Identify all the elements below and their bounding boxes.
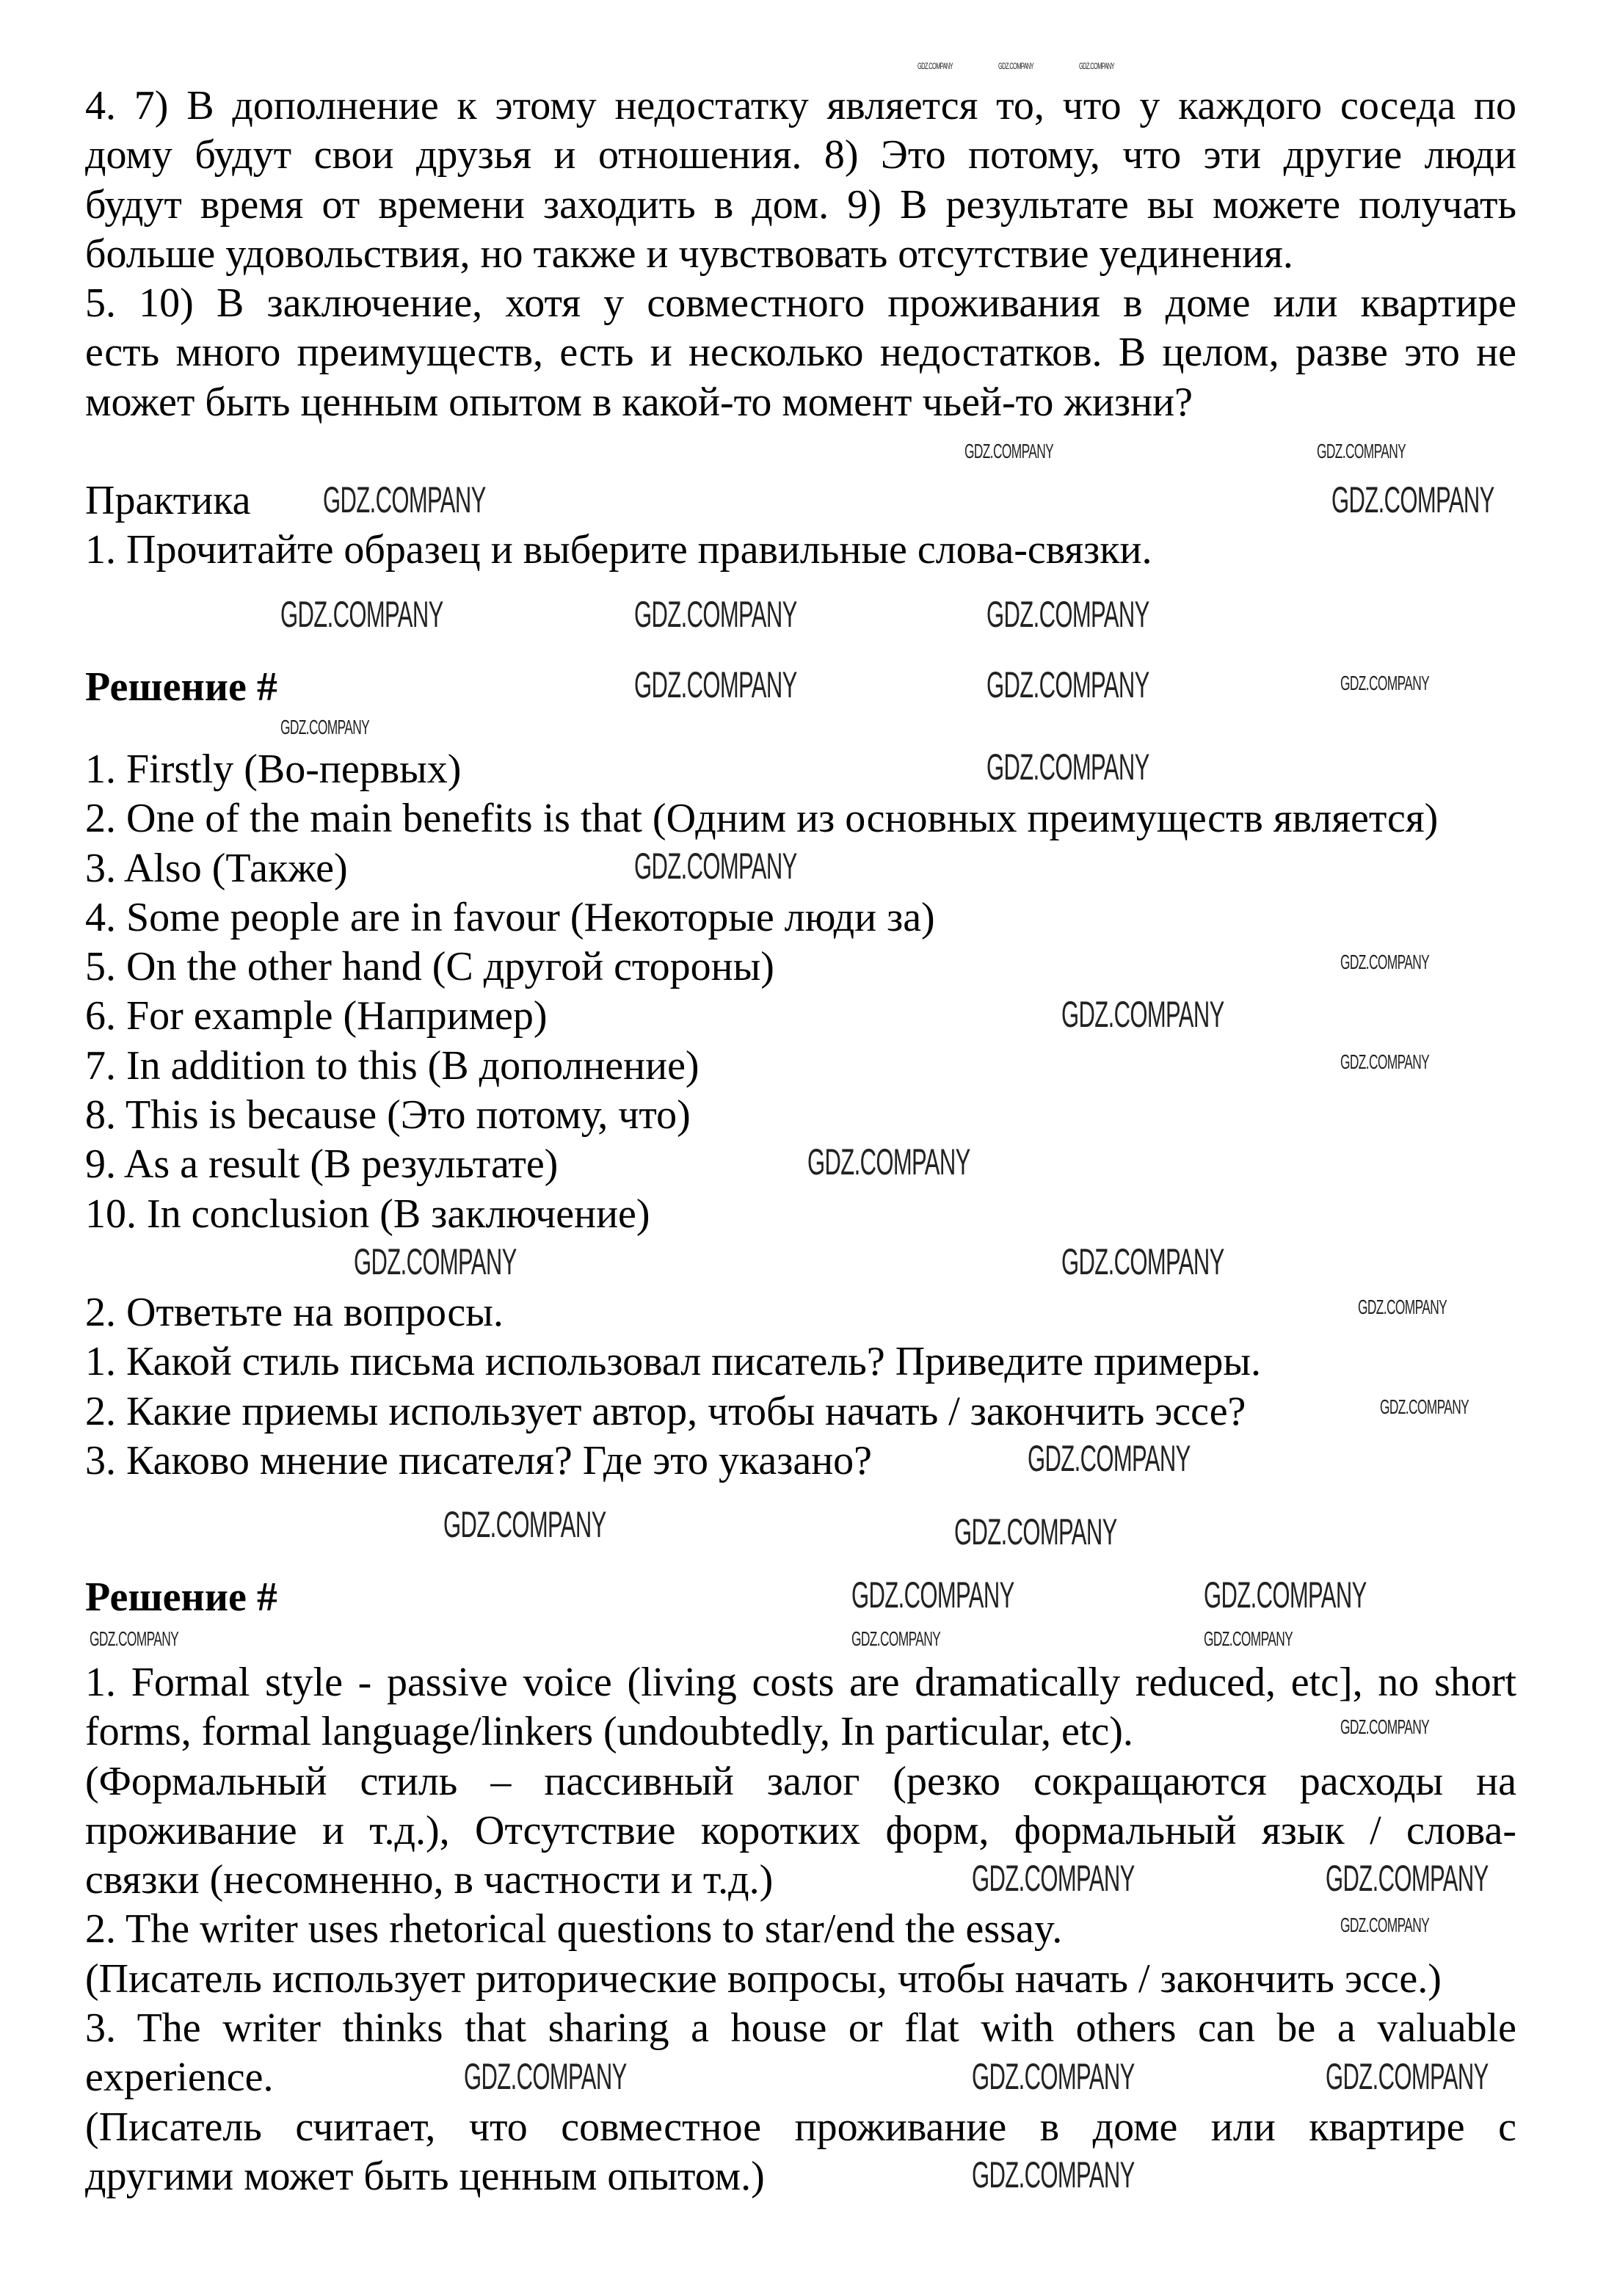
essay-continued <box>85 81 1516 427</box>
watermark: GDZ.COMPANY <box>1331 479 1494 520</box>
watermark: GDZ.COMPANY <box>1204 1574 1367 1616</box>
answer-line: (Формальный стиль – пассивный залог (резко сокращаются расходы на <box>85 1758 1516 1804</box>
answer-line: 3. The writer thinks that sharing a house or flat with others can be a valuable <box>85 2005 1516 2052</box>
question: 3. Каково мнение писателя? Где это указано? <box>85 1437 873 1483</box>
answer-line: (Писатель считает, что совместное проживание в доме или квартире с <box>85 2104 1516 2150</box>
answer-line: связки (несомненно, в частности и т.д.) <box>85 1857 774 1903</box>
watermark: GDZ.COMPANY <box>1326 1858 1489 1899</box>
answer-line: (Писатель использует риторические вопросы, чтобы начать / закончить эссе.) <box>85 1955 1442 2002</box>
watermark: GDZ.COMPANY <box>323 479 486 520</box>
watermark: GDZ.COMPANY <box>634 846 797 887</box>
watermark: GDZ.COMPANY <box>964 440 1054 462</box>
watermark: GDZ.COMPANY <box>954 1511 1117 1552</box>
watermark: GDZ.COMPANY <box>998 61 1034 71</box>
answer-line: другими может быть ценным опытом.) <box>85 2153 765 2199</box>
watermark: GDZ.COMPANY <box>1340 1914 1430 1936</box>
practice-task-1: 1. Прочитайте образец и выберите правильные слова-связки. <box>85 527 1152 573</box>
essay-line: может быть ценным опытом в какой-то момент чьей-то жизни? <box>85 379 1193 425</box>
essay-line: дому будут свои друзья и отношения. 8) Это потому, что эти другие люди <box>85 132 1516 178</box>
watermark: GDZ.COMPANY <box>986 664 1149 705</box>
watermark: GDZ.COMPANY <box>280 594 443 635</box>
watermark: GDZ.COMPANY <box>1340 1050 1430 1073</box>
watermark: GDZ.COMPANY <box>986 594 1149 635</box>
watermark: GDZ.COMPANY <box>443 1504 606 1545</box>
answer-line: 2. The writer uses rhetorical questions to star/end the essay. <box>85 1906 1063 1952</box>
solution-2-answers <box>85 1658 1516 2201</box>
watermark: GDZ.COMPANY <box>1061 1241 1224 1282</box>
watermark: GDZ.COMPANY <box>634 594 797 635</box>
list-item: 6. For example (Например) <box>85 993 548 1039</box>
watermark: GDZ.COMPANY <box>986 746 1149 788</box>
answer-line: 1. Formal style - passive voice (living costs are dramatically reduced, etc], no short <box>85 1660 1516 1705</box>
solution-heading: Решение # <box>85 664 277 710</box>
list-item: 8. This is because (Это потому, что) <box>85 1092 691 1138</box>
watermark: GDZ.COMPANY <box>1340 672 1430 694</box>
watermark: GDZ.COMPANY <box>1079 61 1115 71</box>
watermark: GDZ.COMPANY <box>354 1241 517 1282</box>
watermark: GDZ.COMPANY <box>972 1858 1135 1899</box>
watermark: GDZ.COMPANY <box>1340 1715 1430 1738</box>
list-item: 3. Also (Также) <box>85 845 348 891</box>
watermark: GDZ.COMPANY <box>634 664 797 705</box>
watermark: GDZ.COMPANY <box>1380 1395 1469 1418</box>
essay-line: будут время от времени заходить в дом. 9) В результате вы можете получать <box>85 181 1516 228</box>
watermark: GDZ.COMPANY <box>851 1574 1014 1616</box>
list-item: 1. Firstly (Во-первых) <box>85 746 462 792</box>
watermark: GDZ.COMPANY <box>90 1627 179 1650</box>
watermark: GDZ.COMPANY <box>1317 440 1406 462</box>
list-item: 5. On the other hand (С другой стороны) <box>85 944 774 990</box>
task-2-heading: 2. Ответьте на вопросы. <box>85 1290 504 1335</box>
question: 1. Какой стиль письма использовал писатель? Приведите примеры. <box>85 1339 1261 1385</box>
task-2-section <box>85 1288 1516 1486</box>
practice-section <box>85 476 1516 575</box>
watermark: GDZ.COMPANY <box>972 2056 1135 2097</box>
watermark: GDZ.COMPANY <box>280 716 370 738</box>
watermark: GDZ.COMPANY <box>1358 1296 1447 1318</box>
answer-line: проживание и т.д.), Отсутствие коротких форм, формальный язык / слова- <box>85 1807 1516 1853</box>
solution-1-heading-block <box>85 663 1516 712</box>
solution-heading: Решение # <box>85 1574 277 1620</box>
essay-line: 4. 7) В дополнение к этому недостатку является то, что у каждого соседа по <box>85 83 1516 128</box>
watermark: GDZ.COMPANY <box>1326 2056 1489 2097</box>
watermark: GDZ.COMPANY <box>917 61 953 71</box>
practice-heading: Практика <box>85 478 251 523</box>
question: 2. Какие приемы использует автор, чтобы начать / закончить эссе? <box>85 1388 1246 1434</box>
watermark: GDZ.COMPANY <box>807 1141 970 1182</box>
solution-1-list <box>85 745 1516 1239</box>
answer-line: experience. <box>85 2055 274 2101</box>
watermark: GDZ.COMPANY <box>851 1627 941 1650</box>
essay-line: есть много преимуществ, есть и несколько недостатков. В целом, разве это не <box>85 330 1516 376</box>
list-item: 9. As a result (В результате) <box>85 1141 559 1188</box>
list-item: 4. Some people are in favour (Некоторые люди за) <box>85 894 935 940</box>
list-item: 2. One of the main benefits is that (Одним из основных преимуществ является) <box>85 796 1439 842</box>
answer-line: forms, formal language/linkers (undoubtedly, In particular, etc). <box>85 1709 1133 1755</box>
list-item: 10. In conclusion (В заключение) <box>85 1191 650 1237</box>
watermark: GDZ.COMPANY <box>464 2056 627 2097</box>
watermark: GDZ.COMPANY <box>1028 1438 1191 1479</box>
essay-line: больше удовольствия, но также и чувствовать отсутствие уединения. <box>85 230 1293 277</box>
watermark: GDZ.COMPANY <box>1340 951 1430 973</box>
list-item: 7. In addition to this (В дополнение) <box>85 1042 700 1089</box>
watermark: GDZ.COMPANY <box>1204 1627 1293 1650</box>
essay-line: 5. 10) В заключение, хотя у совместного проживания в доме или квартире <box>85 280 1516 327</box>
watermark: GDZ.COMPANY <box>1061 994 1224 1035</box>
watermark: GDZ.COMPANY <box>972 2154 1135 2195</box>
